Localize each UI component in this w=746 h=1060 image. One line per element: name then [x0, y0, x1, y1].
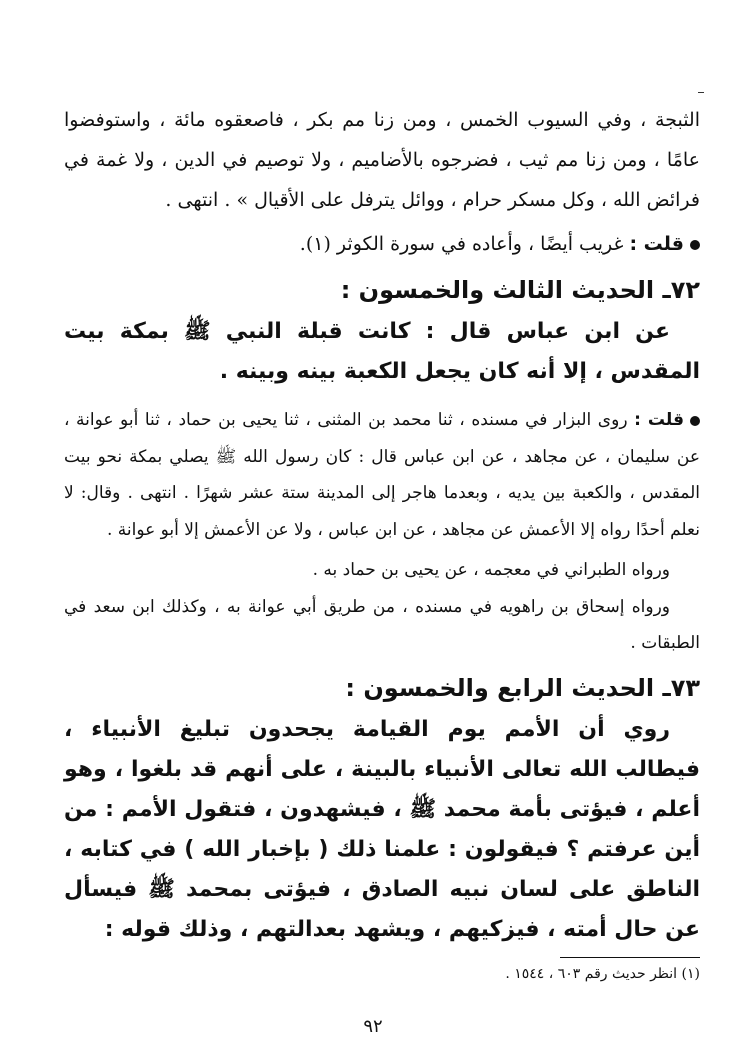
- bullet-icon: [690, 240, 700, 250]
- paragraph-continuation: الثبجة ، وفي السيوب الخمس ، ومن زنا مم بكر ، فاصعقوه مائة ، واستوفضوا عامًا ، ومن زنا مم ثيب ، فضرجوه بالأضاميم ، ولا توصيم في الدين ، ولا غمة في فرائض الله ، وكل مسكر حرام ، ووائل يترفل على الأقيال » . انتهى .: [64, 109, 700, 211]
- corner-mark: [698, 92, 704, 93]
- paragraph-text: غريب أيضًا ، وأعاده في سورة الكوثر (١).: [299, 233, 630, 255]
- hadith-72-text: عن ابن عباس قال : كانت قبلة النبي ﷺ بمكة بيت المقدس ، إلا أنه كان يجعل الكعبة بينه وبينه .: [64, 319, 700, 384]
- page-number: ٩٢: [363, 1016, 383, 1037]
- bullet-icon: [690, 416, 700, 426]
- qult-label: قلت :: [629, 233, 684, 255]
- paragraph-qult-1: [64, 224, 700, 264]
- hadith-73-text: روي أن الأمم يوم القيامة يجحدون تبليغ الأنبياء ، فيطالب الله تعالى الأنبياء بالبينة ، على أنهم قد بلغوا ، وهو أعلم ، فيؤتى بأمة محمد ﷺ ، فيشهدون ، فتقول الأمم : من أين عرفتم ؟ فيقولون : علمنا ذلك ( بإخبار الله ) في كتابه ، الناطق على لسان نبيه الصادق ، فيؤتى بمحمد ﷺ فيسأل عن حال أمته ، فيزكيهم ، ويشهد بعدالتهم ، وذلك قوله :: [64, 716, 700, 942]
- footnote: (١) انظر حديث رقم ٦٠٣ ، ١٥٤٤ .: [505, 966, 700, 982]
- paragraph-ishaq: ورواه إسحاق بن راهويه في مسنده ، من طريق أبي عوانة به ، وكذلك ابن سعد في الطبقات .: [64, 596, 700, 653]
- footnote-divider: [560, 957, 700, 958]
- qult-label: قلت :: [634, 410, 684, 430]
- page-body: [64, 100, 700, 950]
- paragraph-text: روى البزار في مسنده ، ثنا محمد بن المثنى ، ثنا يحيى بن حماد ، ثنا أبو عوانة ، عن سليمان ، عن مجاهد ، عن ابن عباس قال : كان رسول الله ﷺ يصلي بمكة نحو بيت المقدس ، والكعبة بين يديه ، وبعدما هاجر إلى المدينة ستة عشر شهرًا . انتهى . وقال: لا نعلم أحدًا رواه إلا الأعمش عن مجاهد ، عن ابن عباس ، ولا عن الأعمش إلا أبو عوانة .: [64, 410, 700, 540]
- paragraph-tabarani: ورواه الطبراني في معجمه ، عن يحيى بن حماد به .: [312, 560, 670, 580]
- hadith-72-heading: ٧٢ـ الحديث الثالث والخمسون :: [340, 276, 700, 304]
- hadith-73-heading: ٧٣ـ الحديث الرابع والخمسون :: [345, 673, 700, 702]
- paragraph-qult-2: [64, 402, 700, 548]
